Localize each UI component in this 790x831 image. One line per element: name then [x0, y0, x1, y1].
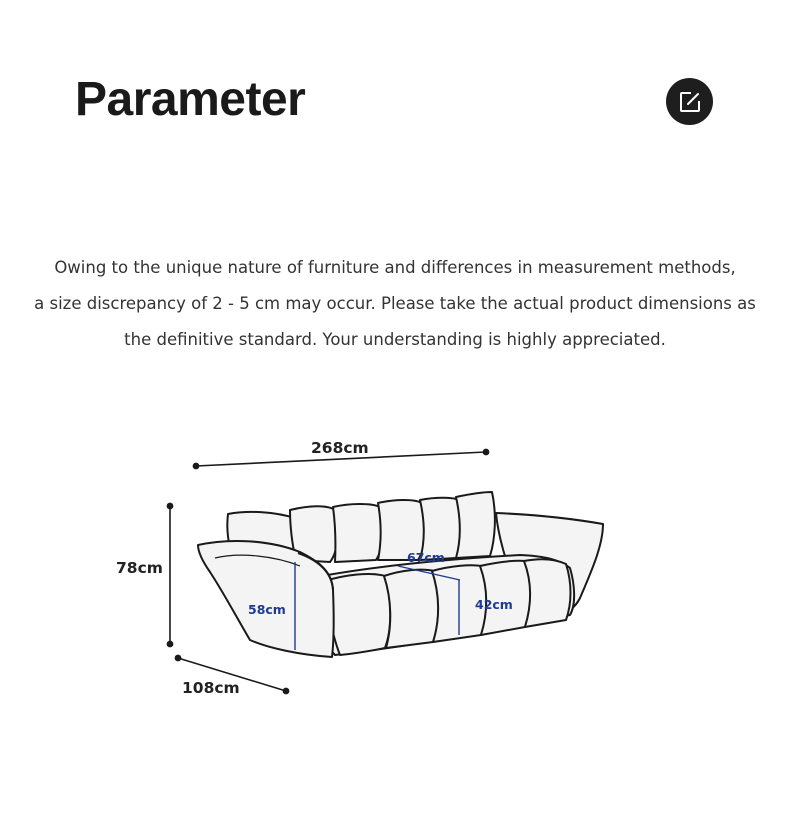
- notice-line-2: a size discrepancy of 2 - 5 cm may occur. Please take the actual product dimensions as: [34, 294, 756, 313]
- sofa-illustration: [198, 492, 603, 657]
- notice-line-3: the definitive standard. Your understanding is highly appreciated.: [124, 330, 666, 349]
- height-start-dot: [167, 503, 172, 508]
- length-start-dot: [193, 463, 198, 468]
- depth-start-dot: [175, 655, 180, 660]
- arm-height-label: 58cm: [248, 602, 286, 617]
- height-label: 78cm: [116, 559, 163, 577]
- seat-depth-label: 67cm: [407, 550, 445, 565]
- page-title: Parameter: [75, 73, 306, 126]
- depth-label: 108cm: [182, 679, 240, 697]
- height-end-dot: [167, 641, 172, 646]
- seat-height-label: 42cm: [475, 597, 513, 612]
- length-end-dot: [483, 449, 488, 454]
- notice-line-1: Owing to the unique nature of furniture and differences in measurement methods,: [54, 258, 736, 277]
- length-label: 268cm: [311, 439, 369, 457]
- depth-end-dot: [283, 688, 288, 693]
